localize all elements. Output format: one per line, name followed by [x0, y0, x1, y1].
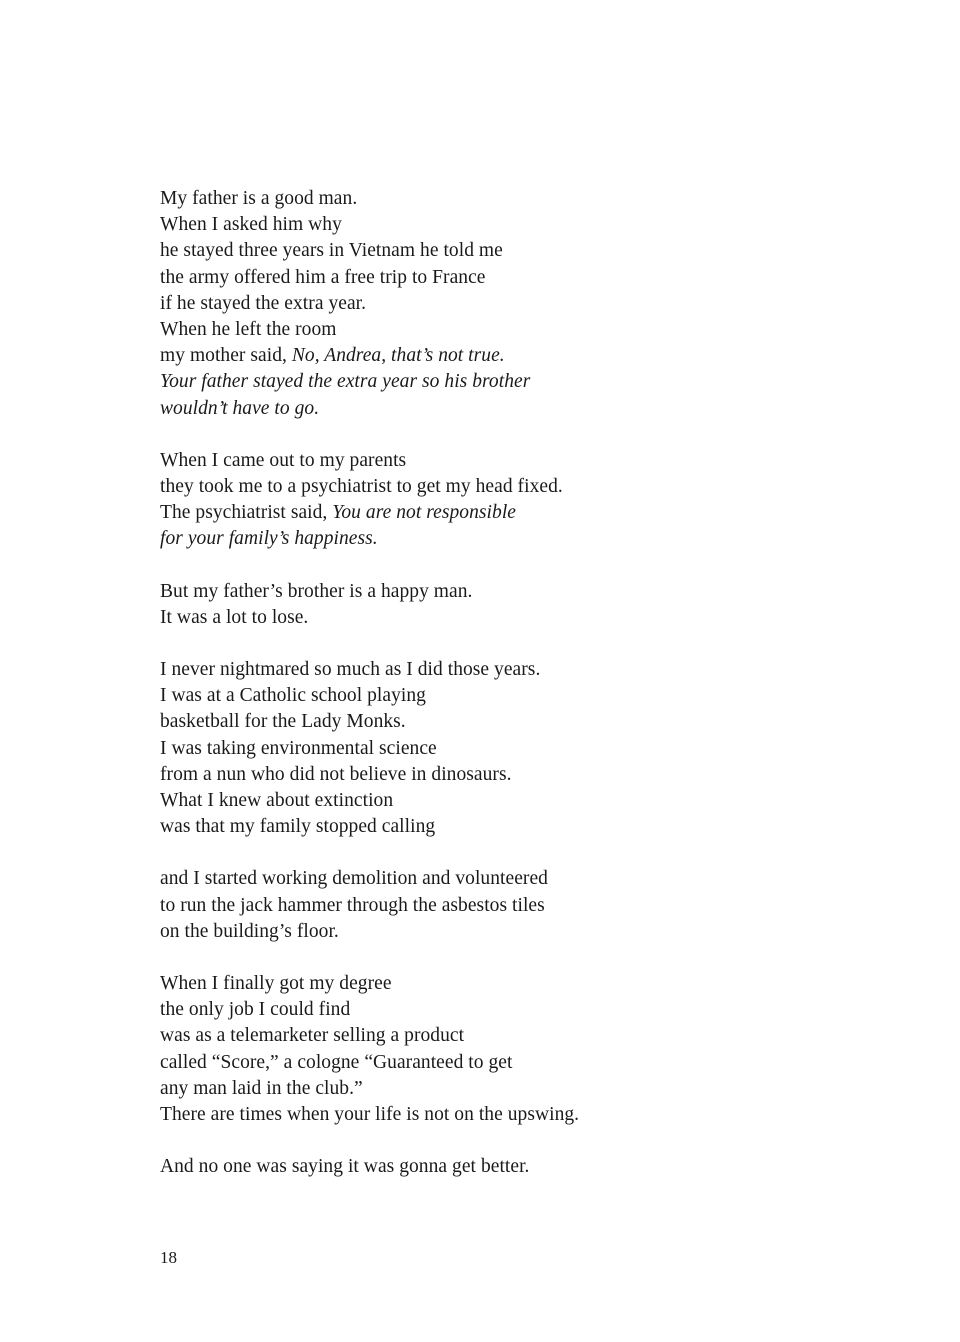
- poem-line-italic-part: No, Andrea, that’s not true.: [291, 345, 505, 367]
- poem-line: When I came out to my parents: [160, 449, 407, 471]
- poem-stanza: [160, 1154, 800, 1180]
- page-number: 18: [160, 1248, 177, 1267]
- poem-line: I was at a Catholic school playing: [160, 685, 426, 707]
- poem-line: Your father stayed the extra year so his brother: [160, 371, 531, 393]
- poem-line: [160, 500, 800, 526]
- poem-line-italic-part: You are not responsible: [332, 502, 516, 524]
- poem-line: But my father’s brother is a happy man.: [160, 580, 473, 602]
- poem-line: What I knew about extinction: [160, 790, 394, 812]
- poem-line: any man laid in the club.”: [160, 1077, 363, 1099]
- poem-line: for your family’s happiness.: [160, 528, 378, 550]
- poem-line: the only job I could find: [160, 999, 351, 1021]
- poem-line: I never nightmared so much as I did those years.: [160, 659, 541, 681]
- poem-line: was as a telemarketer selling a product: [160, 1025, 465, 1047]
- poem-line: There are times when your life is not on the upswing.: [160, 1104, 580, 1126]
- poem-line: he stayed three years in Vietnam he told me: [160, 240, 503, 262]
- poem-stanza: [160, 657, 800, 840]
- poem-line: When he left the room: [160, 319, 337, 341]
- poem-line: on the building’s floor.: [160, 920, 339, 942]
- poem-line: And no one was saying it was gonna get better.: [160, 1156, 530, 1178]
- poem-body: [160, 186, 800, 1181]
- poem-line: if he stayed the extra year.: [160, 292, 367, 314]
- poem-line: called “Score,” a cologne “Guaranteed to get: [160, 1051, 513, 1073]
- poem-line: was that my family stopped calling: [160, 816, 436, 838]
- poem-line: [160, 343, 800, 369]
- poem-line: My father is a good man.: [160, 188, 358, 209]
- poem-stanza: [160, 866, 800, 945]
- poem-line: the army offered him a free trip to France: [160, 266, 486, 288]
- poem-line: I was taking environmental science: [160, 737, 437, 759]
- poem-line: wouldn’t have to go.: [160, 397, 320, 419]
- poem-line: When I finally got my degree: [160, 973, 392, 995]
- poem-line: they took me to a psychiatrist to get my head fixed.: [160, 476, 563, 498]
- poem-line-roman-part: The psychiatrist said,: [160, 502, 333, 524]
- poem-line: It was a lot to lose.: [160, 606, 309, 628]
- poem-stanza: [160, 448, 800, 553]
- poem-line: and I started working demolition and volunteered: [160, 868, 548, 890]
- poem-line: When I asked him why: [160, 214, 342, 236]
- poem-stanza: [160, 971, 800, 1128]
- poem-line: to run the jack hammer through the asbestos tiles: [160, 894, 545, 916]
- poem-stanza: [160, 186, 800, 422]
- poem-stanza: [160, 579, 800, 631]
- poem-line: basketball for the Lady Monks.: [160, 711, 406, 733]
- poem-line: from a nun who did not believe in dinosaurs.: [160, 763, 512, 785]
- poem-line-roman-part: my mother said,: [160, 345, 292, 367]
